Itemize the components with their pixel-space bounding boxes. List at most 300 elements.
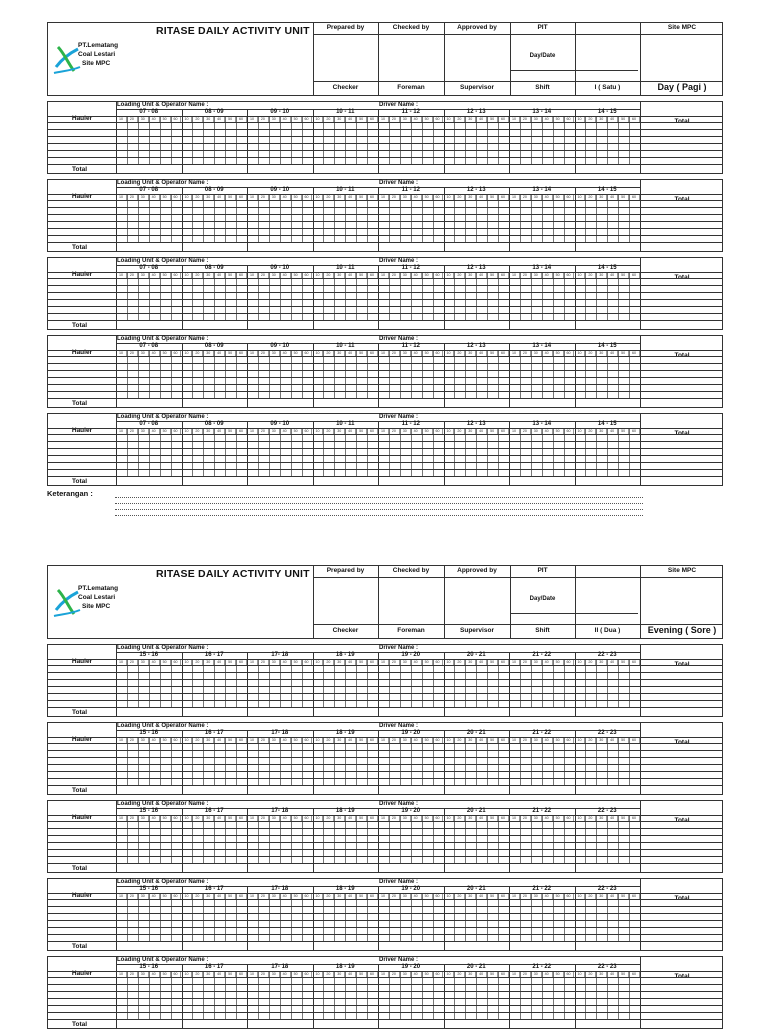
minute-tick: 20 <box>520 971 531 977</box>
minute-tick: 10 <box>444 971 455 977</box>
minute-tick: 40 <box>476 272 487 278</box>
hauler-label: Hauler <box>71 349 93 356</box>
grid-line <box>48 462 722 463</box>
minute-tick: 10 <box>509 737 520 743</box>
column-divider <box>640 102 641 173</box>
minute-tick: 50 <box>553 194 564 200</box>
minute-tick: 40 <box>280 815 291 821</box>
minute-tick: 30 <box>138 893 149 899</box>
hour-label: 15 - 16 <box>139 730 159 736</box>
loading-unit-label: Loading Unit & Operator Name : <box>117 879 209 885</box>
minute-tick: 10 <box>247 350 258 356</box>
minute-tick: 50 <box>291 737 302 743</box>
grid-line <box>48 863 722 864</box>
minute-tick: 10 <box>116 350 127 356</box>
minute-tick: 30 <box>465 893 476 899</box>
total-row-label: Total <box>72 166 88 173</box>
hauler-block <box>47 179 723 252</box>
minute-tick: 10 <box>509 815 520 821</box>
hour-label: 08 - 09 <box>204 421 224 427</box>
grid-line <box>48 828 722 829</box>
minute-tick: 40 <box>280 659 291 665</box>
minute-tick: 20 <box>258 815 269 821</box>
remarks-line[interactable] <box>115 509 643 510</box>
minute-tick: 40 <box>149 971 160 977</box>
minute-tick: 20 <box>127 893 138 899</box>
minute-tick: 20 <box>389 428 400 434</box>
minute-tick: 10 <box>313 737 324 743</box>
minute-tick: 20 <box>323 893 334 899</box>
total-row-label: Total <box>72 865 88 872</box>
minute-tick: 30 <box>203 893 214 899</box>
minute-tick: 40 <box>280 350 291 356</box>
minute-tick: 20 <box>585 428 596 434</box>
minute-tick: 10 <box>247 659 258 665</box>
minute-tick: 60 <box>498 737 509 743</box>
minute-tick: 40 <box>411 737 422 743</box>
minute-tick: 30 <box>334 272 345 278</box>
column-divider <box>640 645 641 716</box>
grid-line <box>48 672 722 673</box>
minute-tick: 30 <box>465 815 476 821</box>
minute-tick: 60 <box>171 116 182 122</box>
hour-label: 22 - 23 <box>597 808 617 814</box>
driver-name-label: Driver Name : <box>379 645 419 651</box>
minute-tick: 30 <box>138 815 149 821</box>
grid-line <box>48 150 722 151</box>
minute-tick: 50 <box>356 428 367 434</box>
minute-tick: 20 <box>389 815 400 821</box>
minute-tick: 60 <box>433 659 444 665</box>
minute-tick: 10 <box>575 893 586 899</box>
grid-line <box>48 785 722 786</box>
minute-tick: 20 <box>323 350 334 356</box>
minute-tick: 10 <box>182 116 193 122</box>
minute-tick: 60 <box>629 893 640 899</box>
minute-tick: 30 <box>531 737 542 743</box>
minute-tick: 60 <box>367 116 378 122</box>
minute-tick: 10 <box>116 893 127 899</box>
grid-line <box>48 991 722 992</box>
hour-label: 15 - 16 <box>139 808 159 814</box>
minute-tick: 40 <box>607 194 618 200</box>
minute-tick: 30 <box>203 194 214 200</box>
minute-tick: 30 <box>269 893 280 899</box>
minute-tick: 30 <box>334 737 345 743</box>
minute-tick: 60 <box>564 659 575 665</box>
minute-tick: 10 <box>182 893 193 899</box>
minute-tick: 60 <box>171 272 182 278</box>
minute-tick: 50 <box>160 737 171 743</box>
minute-tick: 10 <box>575 194 586 200</box>
loading-unit-label: Loading Unit & Operator Name : <box>117 723 209 729</box>
company-name <box>78 41 118 68</box>
hour-label: 20 - 21 <box>466 964 486 970</box>
minute-tick: 50 <box>291 659 302 665</box>
minute-tick: 20 <box>127 350 138 356</box>
hour-label: 11 - 12 <box>401 343 420 349</box>
minute-tick: 30 <box>203 350 214 356</box>
hour-label: 14 - 15 <box>597 187 617 193</box>
minute-tick: 50 <box>291 893 302 899</box>
minute-tick: 20 <box>454 893 465 899</box>
grid-line <box>48 934 722 935</box>
grid-line <box>48 849 722 850</box>
minute-tick: 30 <box>531 350 542 356</box>
minute-tick: 20 <box>127 815 138 821</box>
minute-tick: 10 <box>575 737 586 743</box>
minute-tick: 60 <box>171 659 182 665</box>
hour-label: 16 - 17 <box>204 730 224 736</box>
minute-tick: 20 <box>127 116 138 122</box>
minute-tick: 60 <box>564 350 575 356</box>
minute-tick: 20 <box>454 194 465 200</box>
minute-tick: 10 <box>247 428 258 434</box>
minute-tick: 30 <box>465 659 476 665</box>
minute-tick: 10 <box>247 971 258 977</box>
total-column-label: Total <box>674 196 690 203</box>
driver-name-label: Driver Name : <box>379 957 419 963</box>
grid-line <box>48 136 722 137</box>
hour-label: 20 - 21 <box>466 808 486 814</box>
grid-line <box>48 157 722 158</box>
grid-line <box>48 384 722 385</box>
minute-tick: 30 <box>138 659 149 665</box>
minute-tick: 60 <box>302 893 313 899</box>
hour-label: 12 - 13 <box>466 265 486 271</box>
minute-tick: 20 <box>127 971 138 977</box>
hour-label: 21 - 22 <box>532 730 552 736</box>
header-label-pit: PIT <box>537 567 548 574</box>
minute-tick: 20 <box>585 272 596 278</box>
minute-tick: 40 <box>542 428 553 434</box>
minute-tick: 20 <box>258 194 269 200</box>
header-line <box>313 577 722 578</box>
minute-tick: 40 <box>280 737 291 743</box>
minute-tick: 60 <box>302 194 313 200</box>
hour-label: 08 - 09 <box>204 343 224 349</box>
minute-tick: 50 <box>487 350 498 356</box>
remarks-line[interactable] <box>115 497 643 498</box>
column-divider <box>640 258 641 329</box>
minute-tick: 10 <box>182 971 193 977</box>
grid-line <box>48 778 722 779</box>
minute-tick: 40 <box>542 815 553 821</box>
total-column-label: Total <box>674 817 690 824</box>
minute-tick: 10 <box>247 893 258 899</box>
hour-label: 13 - 14 <box>532 187 552 193</box>
minute-tick: 40 <box>411 272 422 278</box>
minute-tick: 30 <box>203 971 214 977</box>
minute-tick: 50 <box>618 116 629 122</box>
minute-tick: 30 <box>269 659 280 665</box>
hour-label: 16 - 17 <box>204 886 224 892</box>
shift-period: Day ( Pagi ) <box>657 82 707 92</box>
minute-tick: 10 <box>509 116 520 122</box>
hour-label: 07 - 08 <box>139 187 159 193</box>
header-label-checker: Checker <box>332 627 359 634</box>
hauler-block <box>47 800 723 873</box>
minute-tick: 50 <box>356 272 367 278</box>
driver-name-label: Driver Name : <box>379 879 419 885</box>
minute-tick: 40 <box>214 815 225 821</box>
minute-tick: 60 <box>302 116 313 122</box>
minute-tick: 40 <box>280 893 291 899</box>
minute-tick: 50 <box>618 971 629 977</box>
minute-tick: 20 <box>454 971 465 977</box>
minute-tick: 40 <box>345 428 356 434</box>
minute-tick: 10 <box>575 659 586 665</box>
header-label-day-date: Day/Date <box>529 596 556 602</box>
hauler-block <box>47 722 723 795</box>
grid-line <box>48 899 722 900</box>
minute-tick: 40 <box>214 737 225 743</box>
minute-tick: 40 <box>214 659 225 665</box>
driver-name-label: Driver Name : <box>379 336 419 342</box>
minute-tick: 20 <box>127 737 138 743</box>
grid-line <box>48 821 722 822</box>
grid-line <box>48 737 722 738</box>
minute-tick: 20 <box>258 272 269 278</box>
hour-label: 18 - 19 <box>335 730 355 736</box>
grid-line <box>48 906 722 907</box>
minute-tick: 20 <box>454 116 465 122</box>
grid-line <box>48 920 722 921</box>
hour-label: 14 - 15 <box>597 109 617 115</box>
minute-tick: 30 <box>203 737 214 743</box>
hour-label: 21 - 22 <box>532 808 552 814</box>
minute-tick: 40 <box>411 659 422 665</box>
company-name-line: Coal Lestari <box>78 51 116 58</box>
hauler-label: Hauler <box>71 736 93 743</box>
minute-tick: 40 <box>280 272 291 278</box>
minute-tick: 50 <box>356 971 367 977</box>
minute-tick: 10 <box>313 350 324 356</box>
minute-tick: 60 <box>564 116 575 122</box>
minute-tick: 60 <box>236 194 247 200</box>
minute-tick: 10 <box>247 737 258 743</box>
minute-tick: 40 <box>476 815 487 821</box>
minute-tick: 40 <box>214 350 225 356</box>
grid-line <box>48 299 722 300</box>
total-row-label: Total <box>72 244 88 251</box>
hour-label: 21 - 22 <box>532 886 552 892</box>
minute-tick: 60 <box>564 737 575 743</box>
activity-form <box>47 565 723 1029</box>
hour-label: 22 - 23 <box>597 964 617 970</box>
header-label-foreman: Foreman <box>397 627 425 634</box>
minute-tick: 20 <box>585 971 596 977</box>
minute-tick: 20 <box>258 893 269 899</box>
header-label-day-date: Day/Date <box>529 53 556 59</box>
minute-tick: 10 <box>444 893 455 899</box>
minute-tick: 50 <box>291 350 302 356</box>
minute-tick: 10 <box>444 737 455 743</box>
minute-tick: 40 <box>149 428 160 434</box>
minute-tick: 20 <box>585 815 596 821</box>
grid-line <box>48 771 722 772</box>
minute-tick: 60 <box>629 428 640 434</box>
minute-tick: 60 <box>171 194 182 200</box>
minute-tick: 60 <box>629 272 640 278</box>
minute-tick: 30 <box>400 737 411 743</box>
hour-label: 07 - 08 <box>139 109 159 115</box>
header-label-site: Site MPC <box>667 567 697 574</box>
minute-tick: 60 <box>629 737 640 743</box>
minute-tick: 30 <box>596 428 607 434</box>
minute-tick: 50 <box>160 815 171 821</box>
minute-tick: 20 <box>585 659 596 665</box>
hauler-block <box>47 101 723 174</box>
minute-tick: 20 <box>127 428 138 434</box>
minute-tick: 60 <box>236 350 247 356</box>
minute-tick: 30 <box>334 815 345 821</box>
minute-tick: 10 <box>247 194 258 200</box>
driver-name-label: Driver Name : <box>379 414 419 420</box>
minute-tick: 50 <box>225 350 236 356</box>
minute-tick: 20 <box>454 428 465 434</box>
minute-tick: 20 <box>389 659 400 665</box>
minute-tick: 50 <box>618 659 629 665</box>
grid-line <box>48 842 722 843</box>
minute-tick: 50 <box>422 737 433 743</box>
remarks-line[interactable] <box>115 503 643 504</box>
minute-tick: 50 <box>487 428 498 434</box>
hour-label: 09 - 10 <box>270 343 290 349</box>
minute-tick: 10 <box>378 116 389 122</box>
minute-tick: 10 <box>509 971 520 977</box>
minute-tick: 50 <box>160 194 171 200</box>
minute-tick: 50 <box>225 272 236 278</box>
minute-tick: 20 <box>520 659 531 665</box>
minute-tick: 10 <box>509 428 520 434</box>
minute-tick: 60 <box>171 350 182 356</box>
minute-tick: 50 <box>422 815 433 821</box>
column-divider <box>640 879 641 950</box>
hour-label: 14 - 15 <box>597 343 617 349</box>
minute-tick: 10 <box>509 272 520 278</box>
hour-label: 20 - 21 <box>466 730 486 736</box>
minute-tick: 60 <box>236 659 247 665</box>
hour-label: 18 - 19 <box>335 886 355 892</box>
grid-line <box>48 441 722 442</box>
minute-tick: 60 <box>367 971 378 977</box>
header-label-approved-by: Approved by <box>457 24 497 31</box>
hour-label: 11 - 12 <box>401 187 420 193</box>
header-label-checked-by: Checked by <box>392 24 430 31</box>
minute-tick: 60 <box>236 893 247 899</box>
shift-value: II ( Dua ) <box>594 627 621 634</box>
minute-tick: 60 <box>498 116 509 122</box>
minute-tick: 50 <box>291 971 302 977</box>
minute-tick: 30 <box>465 428 476 434</box>
minute-tick: 20 <box>323 737 334 743</box>
minute-tick: 30 <box>531 194 542 200</box>
minute-tick: 30 <box>531 116 542 122</box>
remarks-line[interactable] <box>115 515 643 516</box>
grid-line <box>48 913 722 914</box>
minute-tick: 10 <box>313 116 324 122</box>
minute-tick: 10 <box>444 194 455 200</box>
grid-line <box>48 377 722 378</box>
grid-line <box>48 320 722 321</box>
minute-tick: 30 <box>596 116 607 122</box>
hour-label: 12 - 13 <box>466 187 486 193</box>
minute-tick: 40 <box>345 116 356 122</box>
minute-tick: 10 <box>509 350 520 356</box>
minute-tick: 60 <box>629 659 640 665</box>
minute-tick: 10 <box>378 428 389 434</box>
minute-tick: 30 <box>138 428 149 434</box>
column-divider <box>640 957 641 1028</box>
grid-line <box>48 356 722 357</box>
column-divider <box>640 723 641 794</box>
grid-line <box>48 122 722 123</box>
minute-tick: 50 <box>618 815 629 821</box>
minute-tick: 50 <box>356 893 367 899</box>
minute-tick: 20 <box>520 350 531 356</box>
grid-line <box>48 391 722 392</box>
minute-tick: 10 <box>575 272 586 278</box>
grid-line <box>48 750 722 751</box>
minute-tick: 10 <box>182 272 193 278</box>
minute-tick: 30 <box>531 272 542 278</box>
minute-tick: 30 <box>400 971 411 977</box>
hauler-block <box>47 644 723 717</box>
grid-line <box>48 350 722 351</box>
hour-label: 17- 18 <box>271 652 289 658</box>
minute-tick: 50 <box>356 659 367 665</box>
minute-tick: 50 <box>160 971 171 977</box>
minute-tick: 20 <box>323 971 334 977</box>
minute-tick: 60 <box>629 350 640 356</box>
minute-tick: 20 <box>454 272 465 278</box>
minute-tick: 60 <box>564 815 575 821</box>
hour-label: 14 - 15 <box>597 265 617 271</box>
minute-tick: 10 <box>444 428 455 434</box>
minute-tick: 20 <box>585 737 596 743</box>
hour-label: 09 - 10 <box>270 265 290 271</box>
minute-tick: 20 <box>389 350 400 356</box>
minute-tick: 40 <box>542 893 553 899</box>
total-column-label: Total <box>674 661 690 668</box>
minute-tick: 40 <box>149 350 160 356</box>
minute-tick: 20 <box>585 893 596 899</box>
grid-line <box>48 292 722 293</box>
minute-tick: 60 <box>236 116 247 122</box>
minute-tick: 50 <box>618 893 629 899</box>
minute-tick: 10 <box>313 659 324 665</box>
hour-label: 13 - 14 <box>532 109 552 115</box>
minute-tick: 30 <box>596 350 607 356</box>
grid-line <box>48 313 722 314</box>
minute-tick: 20 <box>258 737 269 743</box>
hour-label: 13 - 14 <box>532 343 552 349</box>
minute-tick: 40 <box>476 659 487 665</box>
minute-tick: 30 <box>203 815 214 821</box>
hour-label: 07 - 08 <box>139 265 159 271</box>
minute-tick: 30 <box>531 659 542 665</box>
grid-line <box>48 476 722 477</box>
hour-label: 09 - 10 <box>270 421 290 427</box>
hour-label: 19 - 20 <box>401 886 421 892</box>
minute-tick: 60 <box>629 971 640 977</box>
minute-tick: 50 <box>487 194 498 200</box>
keterangan-label: Keterangan : <box>47 489 93 498</box>
minute-tick: 50 <box>422 893 433 899</box>
minute-tick: 40 <box>149 194 160 200</box>
hour-label: 10 - 11 <box>336 343 355 349</box>
